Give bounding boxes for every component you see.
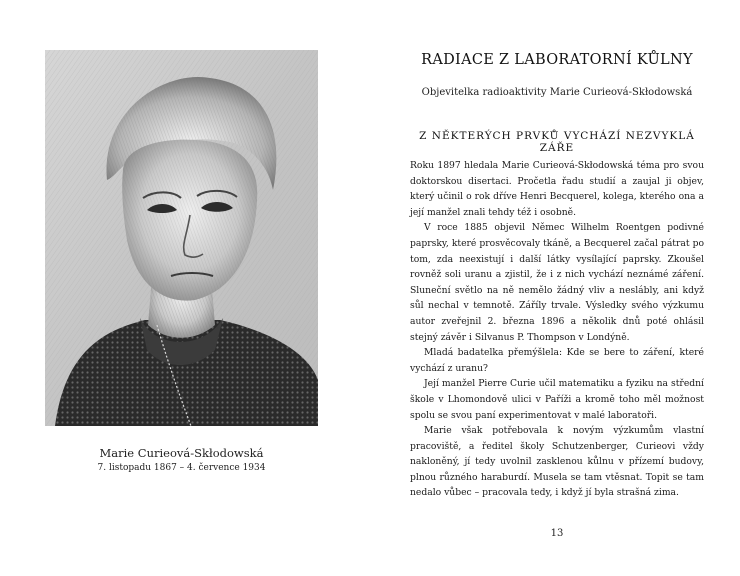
chapter-title: RADIACE Z LABORATORNÍ KŮLNY	[421, 52, 693, 68]
body-text	[410, 158, 704, 501]
paragraph: Roku 1897 hledala Marie Curieová-Skłodowská téma pro svou doktorskou disertaci. Pročetla řadu studií a zaujal ji objev, který učinil o rok dříve Henri Becquerel, kolega, kterého ona a její manžel znali tehdy též i osobně.	[410, 160, 704, 218]
chapter-subtitle: Objevitelka radioaktivity Marie Curieová-Skłodowská	[421, 87, 693, 98]
section-heading: Z NĚKTERÝCH PRVKŮ VYCHÁZÍ NEZVYKLÁ ZÁŘE	[419, 130, 695, 154]
portrait-engraving	[45, 50, 318, 426]
paragraph: V roce 1885 objevil Němec Wilhelm Roentgen podivné paprsky, které prosvěcovaly tkáně, a Becquerel začal pátrat po tom, zda neexistují i další látky vysílající paprsky. Zkoušel rovněž soli uranu a zjistil, že i z nich vychází neznámé záření. Sluneční světlo na ně nemělo žádný vliv a neslábly, ani když sůl nechal v temnotě. Záříly trvale. Výsledky svého výzkumu autor zveřejnil 2. března 1896 a několik dnů poté ohlásil stejný závěr i Silvanus P. Thompson v Londýně.	[410, 222, 704, 343]
page-number: 13	[550, 528, 564, 539]
portrait-caption-name: Marie Curieová-Skłodowská	[99, 446, 264, 460]
right-page	[370, 0, 740, 576]
portrait-illustration	[45, 50, 318, 426]
paragraph: Mladá badatelka přemýšlela: Kde se bere to záření, které vychází z uranu?	[410, 347, 704, 374]
paragraph: Marie však potřebovala k novým výzkumům vlastní pracoviště, a ředitel školy Schutzenberger, Curieovi vždy nakloněný, jí tedy uvolnil zasklenou kůlnu v přízemí budovy, plnou různého haraburdí. Musela se tam vtěsnat. Topit se tam nedalo vůbec – pracovala tedy, i když jí byla strašná zima.	[410, 425, 704, 499]
portrait-caption-dates: 7. listopadu 1867 – 4. července 1934	[97, 463, 266, 473]
paragraph: Její manžel Pierre Curie učil matematiku a fyziku na střední škole v Lhomondově ulici v Paříži a kromě toho měl možnost spolu se svou paní experimentovat v malé laboratoři.	[410, 378, 704, 421]
